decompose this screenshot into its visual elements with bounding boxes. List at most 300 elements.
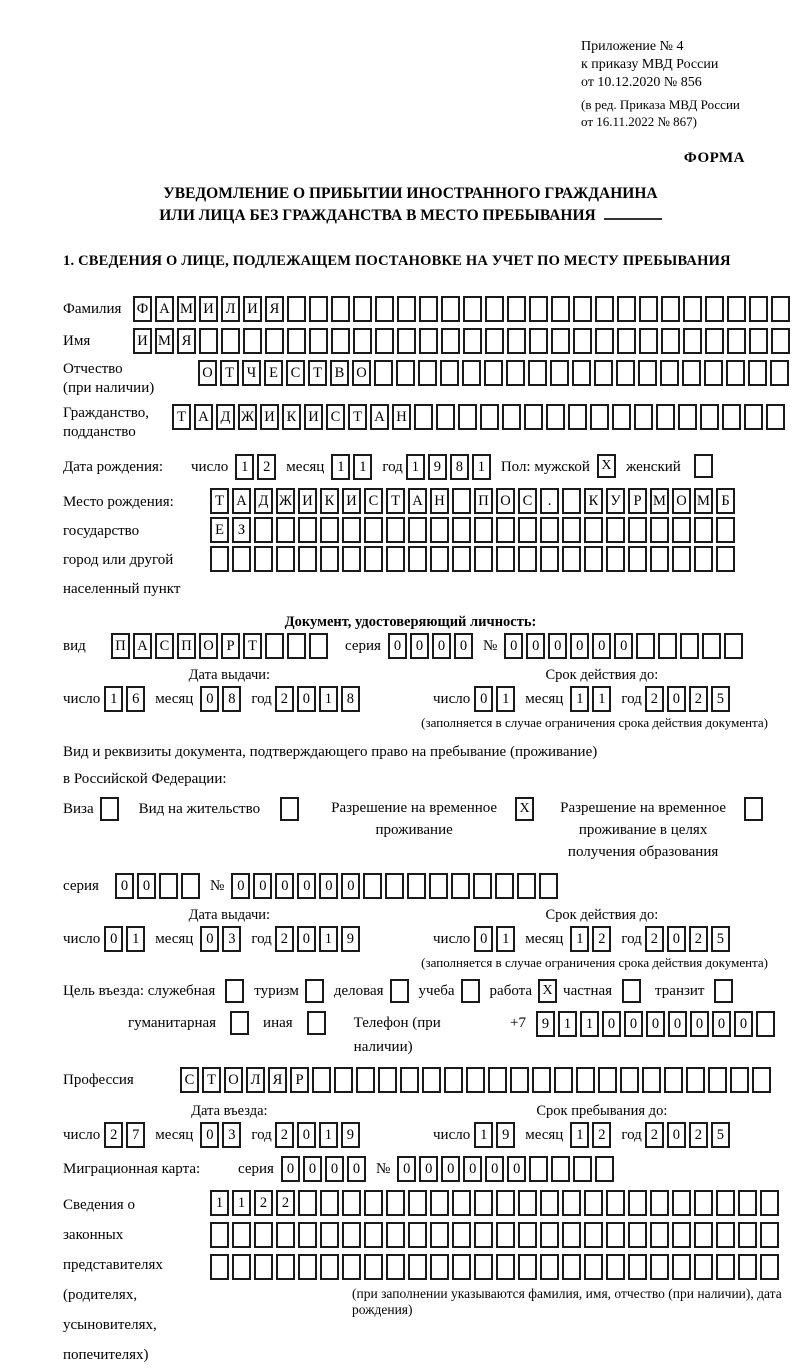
char-cell[interactable]	[532, 1067, 551, 1093]
char-cell[interactable]	[506, 360, 525, 386]
char-cell[interactable]: 8	[341, 686, 360, 712]
char-cell[interactable]	[430, 1254, 449, 1280]
char-cell[interactable]: 1	[496, 926, 515, 952]
char-cell[interactable]: А	[408, 488, 427, 514]
char-cell[interactable]: 0	[200, 686, 219, 712]
char-cell[interactable]	[452, 1190, 471, 1216]
char-cell[interactable]: М	[694, 488, 713, 514]
char-cell[interactable]	[683, 296, 702, 322]
char-cell[interactable]	[650, 546, 669, 572]
char-cell[interactable]	[528, 360, 547, 386]
char-cell[interactable]	[265, 633, 284, 659]
char-cell[interactable]: С	[286, 360, 305, 386]
char-cell[interactable]: 0	[667, 926, 686, 952]
char-cell[interactable]: А	[155, 296, 174, 322]
char-cell[interactable]: О	[224, 1067, 243, 1093]
char-cell[interactable]	[704, 360, 723, 386]
char-cell[interactable]	[254, 517, 273, 543]
char-cell[interactable]	[254, 546, 273, 572]
char-cell[interactable]	[694, 1254, 713, 1280]
char-cell[interactable]: 0	[200, 926, 219, 952]
char-cell[interactable]	[551, 1156, 570, 1182]
char-cell[interactable]: Д	[216, 404, 235, 430]
char-cell[interactable]: И	[260, 404, 279, 430]
char-cell[interactable]	[529, 1156, 548, 1182]
char-cell[interactable]	[320, 1190, 339, 1216]
char-cell[interactable]: О	[199, 633, 218, 659]
char-cell[interactable]	[400, 1067, 419, 1093]
char-cell[interactable]	[386, 1222, 405, 1248]
char-cell[interactable]: 2	[275, 1122, 294, 1148]
char-cell[interactable]	[287, 296, 306, 322]
char-cell[interactable]	[660, 360, 679, 386]
char-cell[interactable]	[221, 328, 240, 354]
char-cell[interactable]	[694, 1222, 713, 1248]
char-cell[interactable]: Р	[290, 1067, 309, 1093]
char-cell[interactable]: 0	[668, 1011, 687, 1037]
char-cell[interactable]	[562, 517, 581, 543]
char-cell[interactable]	[727, 328, 746, 354]
char-cell[interactable]	[705, 296, 724, 322]
char-cell[interactable]: Б	[716, 488, 735, 514]
residence-permit-checkbox[interactable]	[280, 797, 299, 821]
char-cell[interactable]	[682, 360, 701, 386]
char-cell[interactable]: 1	[126, 926, 145, 952]
char-cell[interactable]	[749, 296, 768, 322]
char-cell[interactable]: У	[606, 488, 625, 514]
char-cell[interactable]	[419, 328, 438, 354]
char-cell[interactable]: 0	[410, 633, 429, 659]
char-cell[interactable]	[594, 360, 613, 386]
char-cell[interactable]	[716, 546, 735, 572]
char-cell[interactable]: И	[133, 328, 152, 354]
char-cell[interactable]	[458, 404, 477, 430]
char-cell[interactable]	[634, 404, 653, 430]
char-cell[interactable]: З	[232, 517, 251, 543]
purpose-tourism-checkbox[interactable]	[305, 979, 324, 1003]
char-cell[interactable]	[378, 1067, 397, 1093]
char-cell[interactable]	[496, 546, 515, 572]
char-cell[interactable]	[686, 1067, 705, 1093]
char-cell[interactable]: И	[304, 404, 323, 430]
char-cell[interactable]	[598, 1067, 617, 1093]
char-cell[interactable]	[342, 1190, 361, 1216]
char-cell[interactable]: 9	[341, 1122, 360, 1148]
char-cell[interactable]	[617, 296, 636, 322]
char-cell[interactable]	[716, 1254, 735, 1280]
char-cell[interactable]: 0	[504, 633, 523, 659]
char-cell[interactable]	[452, 517, 471, 543]
char-cell[interactable]	[397, 328, 416, 354]
char-cell[interactable]: 1	[232, 1190, 251, 1216]
char-cell[interactable]	[716, 1222, 735, 1248]
char-cell[interactable]	[418, 360, 437, 386]
char-cell[interactable]: М	[155, 328, 174, 354]
char-cell[interactable]: М	[177, 296, 196, 322]
char-cell[interactable]: 2	[645, 686, 664, 712]
char-cell[interactable]: И	[243, 296, 262, 322]
char-cell[interactable]	[642, 1067, 661, 1093]
char-cell[interactable]	[708, 1067, 727, 1093]
char-cell[interactable]: 2	[257, 454, 276, 480]
char-cell[interactable]	[485, 296, 504, 322]
char-cell[interactable]	[507, 328, 526, 354]
char-cell[interactable]	[342, 546, 361, 572]
char-cell[interactable]	[429, 873, 448, 899]
char-cell[interactable]	[441, 328, 460, 354]
char-cell[interactable]	[422, 1067, 441, 1093]
char-cell[interactable]	[276, 517, 295, 543]
char-cell[interactable]	[375, 296, 394, 322]
char-cell[interactable]	[568, 404, 587, 430]
char-cell[interactable]	[576, 1067, 595, 1093]
char-cell[interactable]: 2	[254, 1190, 273, 1216]
char-cell[interactable]: 0	[297, 686, 316, 712]
char-cell[interactable]	[430, 1190, 449, 1216]
char-cell[interactable]: 0	[485, 1156, 504, 1182]
char-cell[interactable]: Т	[202, 1067, 221, 1093]
char-cell[interactable]: Д	[254, 488, 273, 514]
char-cell[interactable]	[540, 1254, 559, 1280]
char-cell[interactable]	[407, 873, 426, 899]
char-cell[interactable]	[539, 873, 558, 899]
char-cell[interactable]	[364, 1190, 383, 1216]
char-cell[interactable]: Я	[265, 296, 284, 322]
char-cell[interactable]: Т	[172, 404, 191, 430]
char-cell[interactable]	[232, 1222, 251, 1248]
char-cell[interactable]	[524, 404, 543, 430]
char-cell[interactable]	[540, 546, 559, 572]
char-cell[interactable]: 5	[711, 1122, 730, 1148]
char-cell[interactable]: Т	[348, 404, 367, 430]
char-cell[interactable]	[638, 360, 657, 386]
char-cell[interactable]: 0	[281, 1156, 300, 1182]
char-cell[interactable]: 0	[297, 873, 316, 899]
char-cell[interactable]	[518, 546, 537, 572]
char-cell[interactable]: 0	[231, 873, 250, 899]
char-cell[interactable]: 0	[463, 1156, 482, 1182]
char-cell[interactable]	[342, 517, 361, 543]
char-cell[interactable]	[584, 517, 603, 543]
char-cell[interactable]	[562, 488, 581, 514]
char-cell[interactable]: М	[650, 488, 669, 514]
char-cell[interactable]	[210, 1222, 229, 1248]
char-cell[interactable]: С	[364, 488, 383, 514]
char-cell[interactable]	[562, 546, 581, 572]
char-cell[interactable]	[756, 1011, 775, 1037]
char-cell[interactable]: 1	[592, 686, 611, 712]
char-cell[interactable]: О	[496, 488, 515, 514]
char-cell[interactable]: Я	[177, 328, 196, 354]
char-cell[interactable]	[430, 546, 449, 572]
char-cell[interactable]: 0	[347, 1156, 366, 1182]
char-cell[interactable]	[364, 1222, 383, 1248]
char-cell[interactable]	[771, 328, 790, 354]
char-cell[interactable]: Л	[221, 296, 240, 322]
char-cell[interactable]: Т	[386, 488, 405, 514]
purpose-transit-checkbox[interactable]	[714, 979, 733, 1003]
purpose-work-checkbox[interactable]: X	[538, 979, 557, 1003]
char-cell[interactable]: 1	[570, 1122, 589, 1148]
char-cell[interactable]	[606, 546, 625, 572]
char-cell[interactable]	[760, 1254, 779, 1280]
temp-residence-edu-checkbox[interactable]	[744, 797, 763, 821]
char-cell[interactable]: 0	[646, 1011, 665, 1037]
char-cell[interactable]: И	[298, 488, 317, 514]
char-cell[interactable]	[397, 296, 416, 322]
char-cell[interactable]: 9	[428, 454, 447, 480]
char-cell[interactable]	[331, 296, 350, 322]
char-cell[interactable]	[727, 296, 746, 322]
char-cell[interactable]	[584, 1254, 603, 1280]
purpose-business-checkbox[interactable]	[390, 979, 409, 1003]
char-cell[interactable]	[502, 404, 521, 430]
char-cell[interactable]: 0	[614, 633, 633, 659]
char-cell[interactable]: 1	[406, 454, 425, 480]
char-cell[interactable]	[474, 1254, 493, 1280]
char-cell[interactable]: Я	[268, 1067, 287, 1093]
char-cell[interactable]	[342, 1222, 361, 1248]
char-cell[interactable]	[716, 517, 735, 543]
char-cell[interactable]: Ф	[133, 296, 152, 322]
char-cell[interactable]: 0	[712, 1011, 731, 1037]
char-cell[interactable]	[656, 404, 675, 430]
char-cell[interactable]: П	[177, 633, 196, 659]
char-cell[interactable]	[694, 517, 713, 543]
char-cell[interactable]	[254, 1222, 273, 1248]
char-cell[interactable]	[408, 1254, 427, 1280]
char-cell[interactable]: 2	[276, 1190, 295, 1216]
char-cell[interactable]: 0	[325, 1156, 344, 1182]
char-cell[interactable]	[495, 873, 514, 899]
char-cell[interactable]: 2	[689, 686, 708, 712]
char-cell[interactable]	[595, 328, 614, 354]
char-cell[interactable]: О	[352, 360, 371, 386]
char-cell[interactable]: 5	[711, 926, 730, 952]
char-cell[interactable]	[551, 328, 570, 354]
char-cell[interactable]	[386, 1190, 405, 1216]
char-cell[interactable]	[287, 328, 306, 354]
char-cell[interactable]: 9	[341, 926, 360, 952]
char-cell[interactable]: 1	[319, 1122, 338, 1148]
char-cell[interactable]	[628, 1254, 647, 1280]
char-cell[interactable]	[408, 1222, 427, 1248]
char-cell[interactable]: 0	[570, 633, 589, 659]
char-cell[interactable]	[606, 517, 625, 543]
char-cell[interactable]: С	[518, 488, 537, 514]
char-cell[interactable]	[276, 1254, 295, 1280]
char-cell[interactable]	[287, 633, 306, 659]
char-cell[interactable]: Н	[392, 404, 411, 430]
char-cell[interactable]: 2	[689, 1122, 708, 1148]
char-cell[interactable]	[331, 328, 350, 354]
char-cell[interactable]	[452, 546, 471, 572]
char-cell[interactable]: 0	[667, 1122, 686, 1148]
char-cell[interactable]	[436, 404, 455, 430]
char-cell[interactable]	[650, 1190, 669, 1216]
char-cell[interactable]	[480, 404, 499, 430]
char-cell[interactable]	[199, 328, 218, 354]
char-cell[interactable]	[375, 328, 394, 354]
char-cell[interactable]	[518, 1222, 537, 1248]
char-cell[interactable]	[517, 873, 536, 899]
char-cell[interactable]	[488, 1067, 507, 1093]
char-cell[interactable]	[683, 328, 702, 354]
char-cell[interactable]: Ж	[276, 488, 295, 514]
char-cell[interactable]	[276, 546, 295, 572]
char-cell[interactable]	[441, 296, 460, 322]
char-cell[interactable]: 0	[602, 1011, 621, 1037]
char-cell[interactable]	[529, 296, 548, 322]
char-cell[interactable]	[738, 1190, 757, 1216]
char-cell[interactable]	[496, 1222, 515, 1248]
char-cell[interactable]: 0	[419, 1156, 438, 1182]
char-cell[interactable]: С	[180, 1067, 199, 1093]
char-cell[interactable]	[661, 328, 680, 354]
char-cell[interactable]	[451, 873, 470, 899]
char-cell[interactable]: 0	[690, 1011, 709, 1037]
char-cell[interactable]: 8	[450, 454, 469, 480]
char-cell[interactable]: .	[540, 488, 559, 514]
char-cell[interactable]	[672, 1190, 691, 1216]
char-cell[interactable]	[462, 360, 481, 386]
char-cell[interactable]: 0	[319, 873, 338, 899]
char-cell[interactable]	[650, 1254, 669, 1280]
char-cell[interactable]	[474, 546, 493, 572]
char-cell[interactable]	[540, 517, 559, 543]
char-cell[interactable]: Н	[430, 488, 449, 514]
sex-male-checkbox[interactable]: X	[597, 454, 616, 478]
char-cell[interactable]	[584, 1222, 603, 1248]
char-cell[interactable]	[730, 1067, 749, 1093]
char-cell[interactable]	[628, 517, 647, 543]
char-cell[interactable]: 0	[548, 633, 567, 659]
purpose-humanitarian-checkbox[interactable]	[230, 1011, 249, 1035]
purpose-study-checkbox[interactable]	[461, 979, 480, 1003]
char-cell[interactable]	[639, 328, 658, 354]
temp-residence-checkbox[interactable]: X	[515, 797, 534, 821]
char-cell[interactable]: С	[326, 404, 345, 430]
char-cell[interactable]: 2	[275, 686, 294, 712]
char-cell[interactable]: 9	[496, 1122, 515, 1148]
char-cell[interactable]	[265, 328, 284, 354]
char-cell[interactable]: 0	[137, 873, 156, 899]
char-cell[interactable]: 0	[507, 1156, 526, 1182]
char-cell[interactable]: 0	[388, 633, 407, 659]
char-cell[interactable]	[551, 296, 570, 322]
char-cell[interactable]	[159, 873, 178, 899]
char-cell[interactable]	[356, 1067, 375, 1093]
purpose-private-checkbox[interactable]	[622, 979, 641, 1003]
char-cell[interactable]	[678, 404, 697, 430]
char-cell[interactable]	[320, 1254, 339, 1280]
char-cell[interactable]	[760, 1222, 779, 1248]
char-cell[interactable]	[770, 360, 789, 386]
char-cell[interactable]: 0	[200, 1122, 219, 1148]
char-cell[interactable]	[562, 1222, 581, 1248]
char-cell[interactable]: 1	[558, 1011, 577, 1037]
char-cell[interactable]: К	[584, 488, 603, 514]
char-cell[interactable]	[748, 360, 767, 386]
char-cell[interactable]: 3	[222, 1122, 241, 1148]
char-cell[interactable]	[254, 1254, 273, 1280]
char-cell[interactable]	[181, 873, 200, 899]
char-cell[interactable]: Р	[221, 633, 240, 659]
char-cell[interactable]	[628, 1222, 647, 1248]
char-cell[interactable]	[658, 633, 677, 659]
char-cell[interactable]	[320, 1222, 339, 1248]
purpose-other-checkbox[interactable]	[307, 1011, 326, 1035]
char-cell[interactable]: 1	[331, 454, 350, 480]
char-cell[interactable]: 0	[454, 633, 473, 659]
char-cell[interactable]: 0	[297, 1122, 316, 1148]
char-cell[interactable]	[595, 296, 614, 322]
char-cell[interactable]	[510, 1067, 529, 1093]
char-cell[interactable]	[309, 296, 328, 322]
char-cell[interactable]	[617, 328, 636, 354]
char-cell[interactable]: К	[282, 404, 301, 430]
char-cell[interactable]	[414, 404, 433, 430]
char-cell[interactable]	[320, 517, 339, 543]
char-cell[interactable]	[386, 1254, 405, 1280]
char-cell[interactable]	[474, 1190, 493, 1216]
char-cell[interactable]	[702, 633, 721, 659]
char-cell[interactable]: Е	[264, 360, 283, 386]
char-cell[interactable]: 2	[104, 1122, 123, 1148]
char-cell[interactable]	[430, 517, 449, 543]
char-cell[interactable]: А	[194, 404, 213, 430]
char-cell[interactable]	[680, 633, 699, 659]
char-cell[interactable]	[364, 1254, 383, 1280]
char-cell[interactable]	[466, 1067, 485, 1093]
char-cell[interactable]	[518, 517, 537, 543]
char-cell[interactable]: Т	[308, 360, 327, 386]
char-cell[interactable]: С	[155, 633, 174, 659]
char-cell[interactable]: К	[320, 488, 339, 514]
char-cell[interactable]: Л	[246, 1067, 265, 1093]
char-cell[interactable]	[309, 633, 328, 659]
char-cell[interactable]	[540, 1222, 559, 1248]
char-cell[interactable]	[738, 1222, 757, 1248]
char-cell[interactable]	[334, 1067, 353, 1093]
char-cell[interactable]	[298, 546, 317, 572]
char-cell[interactable]: 2	[645, 926, 664, 952]
char-cell[interactable]: 8	[222, 686, 241, 712]
char-cell[interactable]	[546, 404, 565, 430]
char-cell[interactable]: 1	[496, 686, 515, 712]
char-cell[interactable]: В	[330, 360, 349, 386]
char-cell[interactable]	[650, 1222, 669, 1248]
char-cell[interactable]	[584, 1190, 603, 1216]
char-cell[interactable]: 0	[275, 873, 294, 899]
char-cell[interactable]	[540, 1190, 559, 1216]
char-cell[interactable]: О	[672, 488, 691, 514]
char-cell[interactable]: 1	[210, 1190, 229, 1216]
char-cell[interactable]	[650, 517, 669, 543]
char-cell[interactable]	[386, 517, 405, 543]
char-cell[interactable]: 7	[126, 1122, 145, 1148]
char-cell[interactable]	[312, 1067, 331, 1093]
char-cell[interactable]	[385, 873, 404, 899]
char-cell[interactable]: 0	[526, 633, 545, 659]
char-cell[interactable]	[562, 1254, 581, 1280]
char-cell[interactable]	[726, 360, 745, 386]
char-cell[interactable]: 0	[474, 926, 493, 952]
char-cell[interactable]: 0	[104, 926, 123, 952]
char-cell[interactable]	[408, 1190, 427, 1216]
char-cell[interactable]: 2	[645, 1122, 664, 1148]
char-cell[interactable]	[364, 546, 383, 572]
